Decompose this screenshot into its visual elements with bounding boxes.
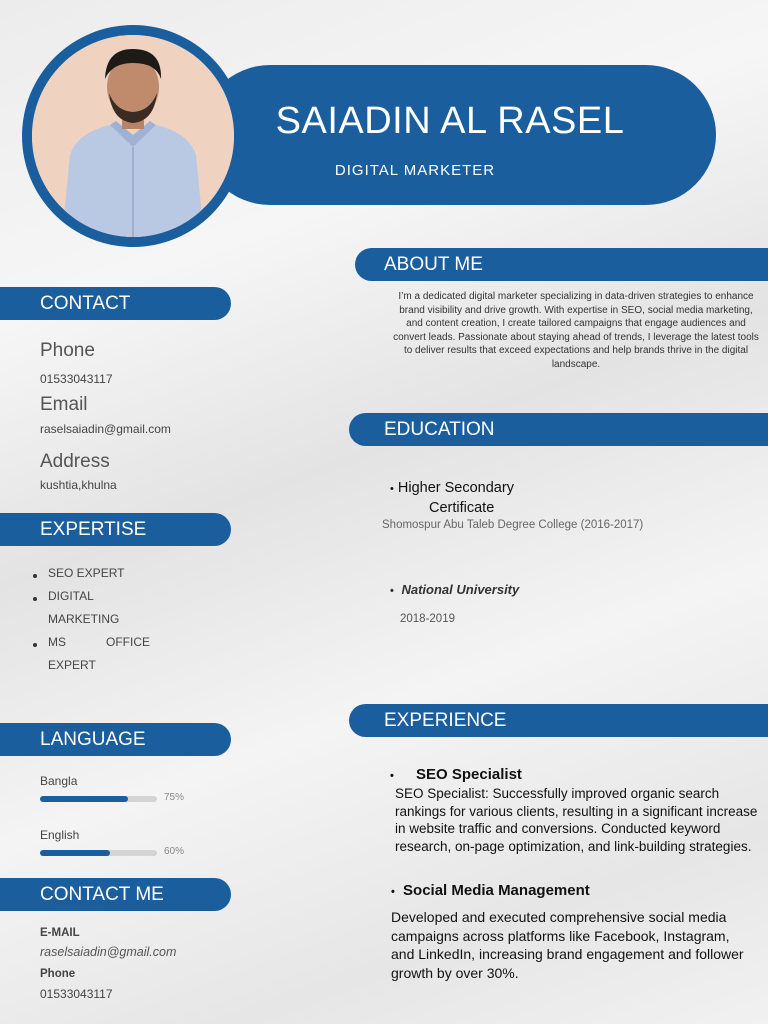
education-item-title [390, 582, 519, 597]
expertise-item-continuation: MARKETING [48, 612, 120, 626]
person-role: DIGITAL MARKETER [334, 162, 496, 179]
education-item-label: National University [401, 582, 520, 597]
section-heading-about: ABOUT ME [355, 248, 768, 281]
language-bar-track [40, 796, 157, 802]
bullet-icon [33, 574, 37, 578]
expertise-item-label: MS [48, 635, 66, 649]
bullet-icon [33, 597, 37, 601]
bullet-icon [33, 643, 37, 647]
profile-photo [32, 35, 234, 237]
contact-me-email-label: E-MAIL [40, 927, 80, 939]
experience-item-title [390, 766, 522, 783]
section-heading-language: LANGUAGE [0, 723, 231, 756]
person-portrait-icon [32, 35, 234, 237]
language-name: English [40, 828, 80, 842]
expertise-item-label: OFFICE [106, 635, 150, 649]
section-heading-experience: EXPERIENCE [349, 704, 768, 737]
experience-item-label: Social Media Management [403, 882, 590, 899]
person-name: SAIADIN AL RASEL [275, 100, 625, 142]
education-school: Shomospur Abu Taleb Degree College (2016-2017) [382, 519, 644, 531]
education-item-title-continuation: Certificate [429, 500, 495, 516]
language-name: Bangla [40, 774, 78, 788]
section-heading-education: EDUCATION [349, 413, 768, 446]
phone-value: 01533043117 [40, 372, 113, 386]
expertise-item-label: SEO EXPERT [48, 566, 125, 580]
experience-item-label: SEO Specialist [416, 766, 522, 783]
education-item-label: Higher Secondary [397, 480, 514, 496]
language-bar-fill [40, 850, 110, 856]
bullet-icon: • [390, 770, 394, 782]
bullet-icon: • [390, 483, 394, 495]
about-text: I’m a dedicated digital marketer specializing in data-driven strategies to enhance brand visibility and drive growth. With expertise in SEO, social media marketing, and content creation, I create tailored campaigns that engage audiences and convert leads. Passionate about staying ahead of trends, I leverage the latest tools to deliver results that exceed expectations and help brands thrive in the digital landscape. [393, 291, 759, 370]
contact-me-email-value: raselsaiadin@gmail.com [40, 945, 177, 959]
section-heading-contact-me: CONTACT ME [0, 878, 231, 911]
education-years: 2018-2019 [400, 613, 455, 625]
expertise-item [48, 566, 124, 580]
education-item-title [390, 480, 514, 496]
expertise-item [48, 589, 94, 603]
bullet-icon: • [391, 886, 395, 898]
language-percent: 60% [164, 846, 185, 857]
language-percent: 75% [164, 792, 185, 803]
section-heading-expertise: EXPERTISE [0, 513, 231, 546]
contact-me-phone-value: 01533043117 [40, 987, 113, 1001]
language-bar-track [40, 850, 157, 856]
experience-item-text: Developed and executed comprehensive social media campaigns across platforms like Facebook, Instagram, and LinkedIn, increasing brand engagement and follower growth by over 30%. [391, 909, 744, 981]
section-heading-contact: CONTACT [0, 287, 231, 320]
email-value: raselsaiadin@gmail.com [40, 422, 171, 436]
address-label: Address [40, 451, 110, 472]
language-bar-fill [40, 796, 128, 802]
phone-label: Phone [40, 340, 95, 361]
expertise-item-continuation: EXPERT [48, 658, 96, 672]
expertise-item [48, 635, 168, 649]
experience-item-text: SEO Specialist: Successfully improved organic search rankings for various clients, resulting in a significant increase in website traffic and conversions. Conducted keyword research, on-page optimization, and link-building strategies. [395, 786, 758, 854]
email-label: Email [40, 394, 88, 415]
contact-me-phone-label: Phone [40, 968, 76, 980]
expertise-item-label: DIGITAL [48, 589, 94, 603]
bullet-icon: • [390, 585, 394, 597]
experience-item-title [391, 882, 590, 899]
address-value: kushtia,khulna [40, 478, 117, 492]
